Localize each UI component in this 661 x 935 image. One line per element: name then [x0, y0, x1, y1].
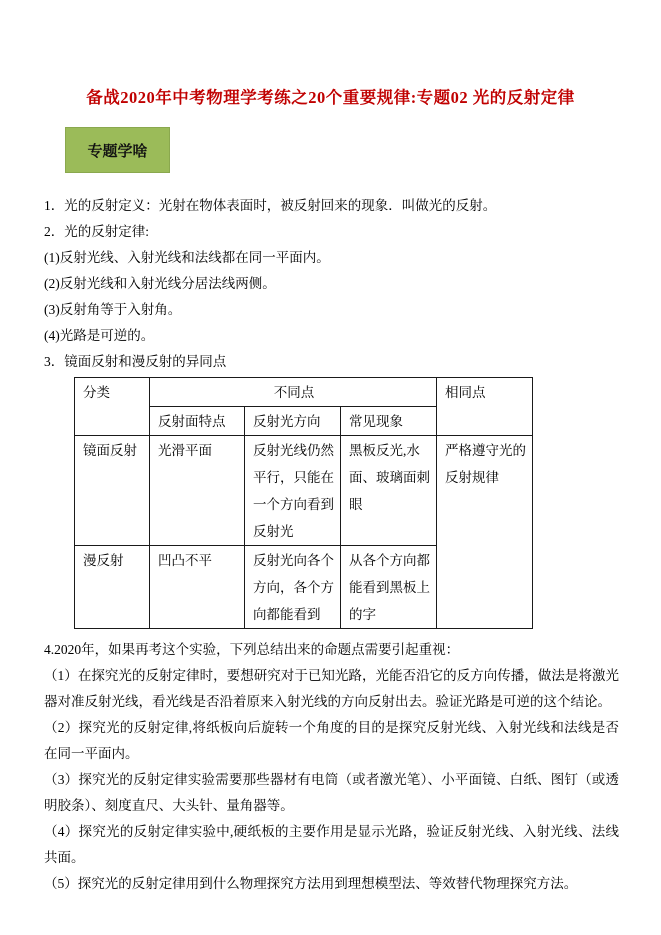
reflection-comparison-table — [74, 377, 533, 629]
exam-point-5: （5）探究光的反射定律用到什么物理探究方法用到理想模型法、等效替代物理探究方法。 — [44, 876, 578, 891]
cell-shared-similarity: 严格遵守光的反射规律 — [437, 436, 533, 629]
cell-specular-surface: 光滑平面 — [150, 436, 245, 546]
cell-diffuse-category: 漫反射 — [75, 546, 150, 629]
topic-badge — [65, 127, 170, 173]
note-law-point-3: (3)反射角等于入射角。 — [44, 302, 182, 317]
topic-badge-label: 专题学啥 — [87, 143, 148, 160]
table-header-row-1 — [75, 378, 533, 407]
note-comparison-heading: 3．镜面反射和漫反射的异同点 — [44, 354, 227, 369]
header-cell-category: 分类 — [75, 378, 150, 436]
page-title: 备战2020年中考物理学考练之20个重要规律:专题02 光的反射定律 — [86, 88, 575, 107]
note-law-point-4: (4)光路是可逆的。 — [44, 328, 155, 343]
exam-point-3: （3）探究光的反射定律实验需要那些器材有电筒（或者激光笔）、小平面镜、白纸、图钉（或透明胶条）、刻度直尺、大头针、量角器等。 — [44, 772, 619, 813]
document-body — [44, 193, 619, 897]
note-law-point-1: (1)反射光线、入射光线和法线都在同一平面内。 — [44, 250, 330, 265]
exam-point-2: （2）探究光的反射定律,将纸板向后旋转一个角度的目的是探究反射光线、入射光线和法线是否在同一平面内。 — [44, 720, 619, 761]
header-cell-direction: 反射光方向 — [245, 407, 341, 436]
cell-specular-direction: 反射光线仍然平行，只能在一个方向看到反射光 — [245, 436, 341, 546]
header-cell-differences: 不同点 — [150, 378, 437, 407]
cell-diffuse-direction: 反射光向各个方向，各个方向都能看到 — [245, 546, 341, 629]
header-cell-phenomena: 常见现象 — [341, 407, 437, 436]
note-law-point-2: (2)反射光线和入射光线分居法线两侧。 — [44, 276, 276, 291]
exam-point-1: （1）在探究光的反射定律时，要想研究对于已知光路，光能否沿它的反方向传播，做法是将激光器对准反射光线，看光线是否沿着原来入射光线的方向反射出去。验证光路是可逆的这个结论。 — [44, 668, 619, 709]
cell-specular-category: 镜面反射 — [75, 436, 150, 546]
header-cell-similarities: 相同点 — [437, 378, 533, 436]
note-reflection-law-heading: 2．光的反射定律: — [44, 224, 150, 239]
exam-point-4: （4）探究光的反射定律实验中,硬纸板的主要作用是显示光路，验证反射光线、入射光线、法线共面。 — [44, 824, 619, 865]
exam-points-intro: 4.2020年，如果再考这个实验，下列总结出来的命题点需要引起重视： — [44, 642, 460, 657]
header-cell-surface: 反射面特点 — [150, 407, 245, 436]
table-row-specular — [75, 436, 533, 546]
cell-specular-phenomena: 黑板反光,水面、玻璃面刺眼 — [341, 436, 437, 546]
note-reflection-definition: 1．光的反射定义：光射在物体表面时，被反射回来的现象．叫做光的反射。 — [44, 198, 497, 213]
cell-diffuse-phenomena: 从各个方向都能看到黑板上的字 — [341, 546, 437, 629]
cell-diffuse-surface: 凹凸不平 — [150, 546, 245, 629]
